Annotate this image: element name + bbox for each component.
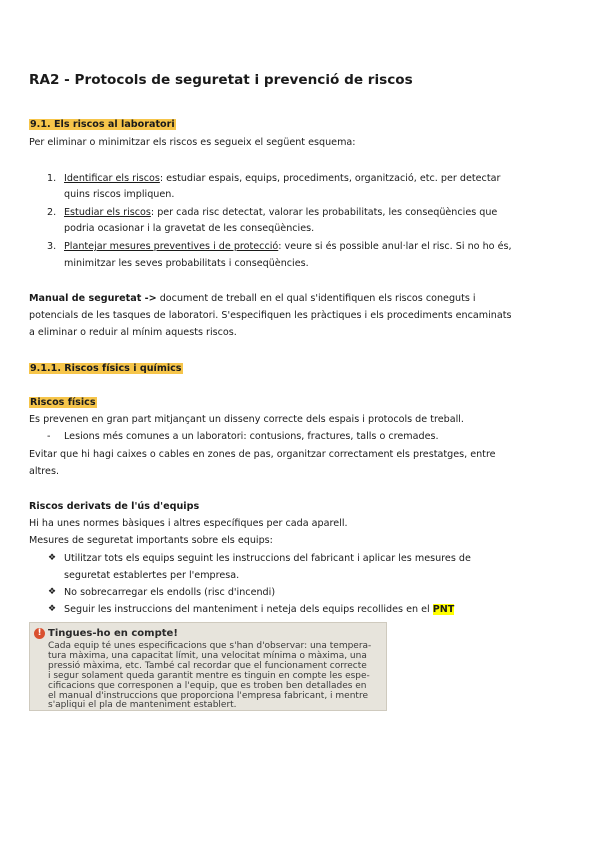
step-item-continuation: minimitzar les seves probabilitats i conseqüències. bbox=[64, 258, 309, 269]
section-heading-9-1-1: 9.1.1. Riscos físics i químics bbox=[30, 363, 182, 374]
dash-bullet: - bbox=[47, 431, 51, 442]
step-number: 2. bbox=[47, 207, 57, 218]
diamond-bullet-icon: ❖ bbox=[48, 587, 57, 597]
evitar-text: Evitar que hi hagi caixes o cables en zones de pas, organitzar correctament els prestatges, entre bbox=[29, 449, 496, 460]
evitar-text-line: altres. bbox=[29, 466, 59, 477]
step-item: Identificar els riscos: estudiar espais, equips, procediments, organització, etc. per detectar bbox=[64, 173, 501, 184]
step-number: 1. bbox=[47, 173, 57, 184]
note-box-line: Cada equip té unes especificacions que s'han d'observar: una tempera- bbox=[48, 641, 372, 651]
step-item: Plantejar mesures preventives i de protecció: veure si és possible anul·lar el risc. Si no ho és, bbox=[64, 241, 512, 252]
section-heading-9-1: 9.1. Els riscos al laboratori bbox=[30, 119, 175, 130]
note-box-line: el manual d'instruccions que proporciona l'empresa fabricant, i mentre bbox=[48, 691, 368, 701]
page-title: RA2 - Protocols de seguretat i prevenció de riscos bbox=[29, 72, 413, 88]
bullet-item: No sobrecarregar els endolls (risc d'incendi) bbox=[64, 587, 276, 598]
note-box-line: i segur solament queda garantit mentre es tinguin en compte les espe- bbox=[48, 671, 370, 681]
note-box-image bbox=[29, 622, 387, 711]
note-box-line: s'apliqui el pla de manteniment establert. bbox=[48, 700, 237, 710]
equips-text: Hi ha unes normes bàsiques i altres específiques per cada aparell. bbox=[29, 518, 348, 529]
subheading-riscos-fisics: Riscos físics bbox=[30, 397, 96, 408]
warning-icon: ! bbox=[34, 628, 45, 639]
manual-paragraph-line: a eliminar o reduir al mínim aquests riscos. bbox=[29, 327, 237, 338]
intro-text: Per eliminar o minimitzar els riscos es segueix el següent esquema: bbox=[29, 137, 356, 148]
step-number: 3. bbox=[47, 241, 57, 252]
note-box-line: pressió màxima, etc. També cal recordar que el funcionament correcte bbox=[48, 661, 367, 671]
subheading-riscos-equips: Riscos derivats de l'ús d'equips bbox=[29, 501, 200, 512]
diamond-bullet-icon: ❖ bbox=[48, 604, 57, 614]
bullet-item-continuation: seguretat establertes per l'empresa. bbox=[64, 570, 240, 581]
note-box-line: tura màxima, una capacitat límit, una velocitat mínima o màxima, una bbox=[48, 651, 367, 661]
manual-paragraph: Manual de seguretat -> document de treball en el qual s'identifiquen els riscos coneguts i bbox=[29, 293, 476, 304]
step-item-continuation: quins riscos impliquen. bbox=[64, 189, 175, 200]
fisics-text: Es prevenen en gran part mitjançant un disseny correcte dels espais i protocols de treball. bbox=[29, 414, 464, 425]
bullet-item: Utilitzar tots els equips seguint les instruccions del fabricant i aplicar les mesures de bbox=[64, 553, 471, 564]
manual-paragraph-line: potencials de les tasques de laboratori. S'especifiquen les pràctiques i els procediments encaminats bbox=[29, 310, 512, 321]
note-box-line: cificacions que corresponen a l'equip, que es troben ben detallades en bbox=[48, 681, 367, 691]
bullet-item: Seguir les instruccions del manteniment i neteja dels equips recollides en el PNT bbox=[64, 604, 455, 615]
equips-text: Mesures de seguretat importants sobre els equips: bbox=[29, 535, 273, 546]
step-item: Estudiar els riscos: per cada risc detectat, valorar les probabilitats, les conseqüències que bbox=[64, 207, 498, 218]
lesions-item: Lesions més comunes a un laboratori: contusions, fractures, talls o cremades. bbox=[64, 431, 439, 442]
note-box-title: Tingues-ho en compte! bbox=[48, 628, 178, 639]
diamond-bullet-icon: ❖ bbox=[48, 553, 57, 563]
step-item-continuation: podria ocasionar i la gravetat de les conseqüències. bbox=[64, 223, 315, 234]
